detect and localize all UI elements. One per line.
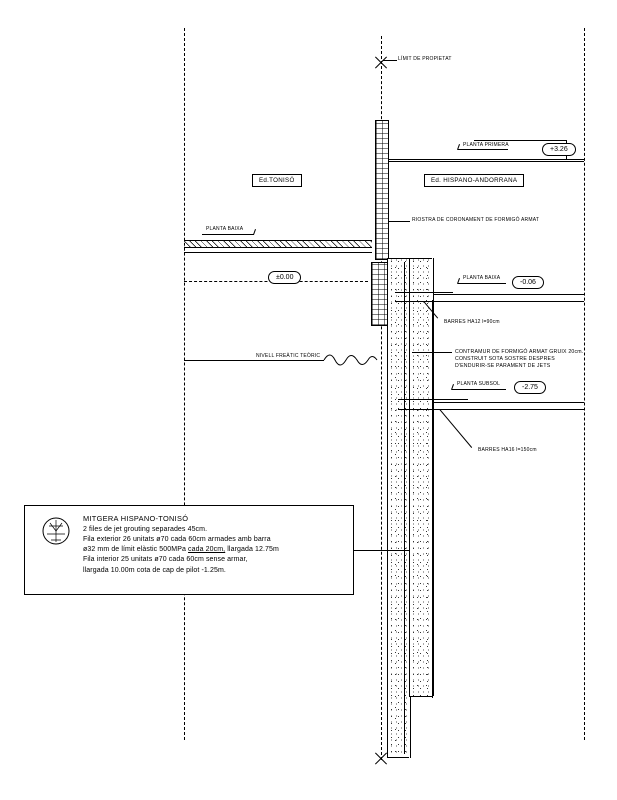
contramur-line-2: CONSTRUIT SOTA SOSTRE DESPRES [455,356,555,363]
planta-subsol-label: PLANTA SUBSOL [457,381,501,387]
jet-grouting-interior-row [409,258,434,696]
planta-baixa-right-label-leader [458,283,506,284]
contramur-label [455,349,583,370]
reinforcement-bar-exterior [404,262,405,754]
jet-grouting-exterior-row [387,258,411,758]
building-label-hispano-andorrana: Ed. HISPANO-ANDORRANA [424,174,524,187]
barres-ha16-row1 [398,399,468,400]
level-tag-planta-subsol: -2.75 [514,381,546,394]
legend-line-5: llargada 10.00m cota de cap de pilot -1.25m. [83,566,226,574]
legend-line-2: Fila exterior 26 unitats ø70 cada 60cm armades amb barra [83,536,271,544]
legend-line-1: 2 files de jet grouting separades 45cm. [83,526,208,533]
party-wall-masonry-upper [375,120,389,260]
level-tag-planta-baixa-right: -0.06 [512,276,544,289]
barres-ha12-label: BARRES HA12 l=90cm [444,319,500,325]
contramur-inner-face [432,300,433,698]
riostra-leader [388,221,410,222]
north-arrow-icon [39,514,73,548]
barres-ha16-leader-diag [439,409,472,448]
planta-primera-top-edge [474,140,566,141]
planta-primera-label-leader [458,149,508,150]
legend-title: MITGERA HISPANO-TONISÓ [83,514,189,523]
planta-primera-slab-line2 [388,161,584,162]
contramur-leader [412,352,452,353]
planta-baixa-left-slab [184,240,372,248]
pile-interior-bottom [409,696,432,697]
planta-subsol-label-leader [452,389,506,390]
pile-exterior-bottom [387,757,409,758]
planta-baixa-left-underline [184,252,372,253]
legend-underlined-fragment: cada 20cm, [188,546,226,554]
planta-baixa-left-label-leader [202,234,254,235]
nivell-freatic-line [184,360,324,361]
limit-propietat-leader [383,60,397,61]
planta-baixa-right-label: PLANTA BAIXA [463,275,501,281]
riostra-label: RIOSTRA DE CORONAMENT DE FORMIGÓ ARMAT [412,217,540,223]
planta-baixa-left-label: PLANTA BAIXA [206,226,244,232]
barres-ha16-label: BARRES HA16 l=150cm [478,447,537,453]
limit-propietat-label: LÍMIT DE PROPIETAT [398,56,452,62]
planta-baixa-left-label-tick [253,229,256,235]
grid-line-right [584,28,585,740]
planta-primera-slab-line [388,159,584,160]
barres-ha12-row1 [395,292,453,293]
level-tag-planta-baixa-left: ±0.00 [268,271,301,284]
planta-primera-label: PLANTA PRIMERA [463,142,509,148]
legend-line-3: ø32 mm de límit elàstic 500MPa cada 20cm, llargada 12.75m [83,546,279,554]
legend-box [24,505,354,595]
pile-cap-top [387,258,432,259]
contramur-line-3: D'ENDURIR-SE PARAMENT DE JETS [455,363,551,370]
level-tag-planta-primera: +3.26 [542,143,576,156]
legend-line-4: Fila interior 25 unitats ø70 cada 60cm sense armar, [83,556,248,564]
legend-connector [354,550,410,551]
barres-ha16-row2 [398,409,468,410]
grid-line-left [184,28,185,740]
building-label-toniso: Ed.TONISÓ [252,174,302,187]
nivell-freatic-label: NIVELL FREÀTIC TEÒRIC [256,353,321,359]
property-limit-cross-top [373,54,389,70]
contramur-line-1: CONTRAMUR DE FORMIGÓ ARMAT GRUIX 20cm. [455,349,584,355]
